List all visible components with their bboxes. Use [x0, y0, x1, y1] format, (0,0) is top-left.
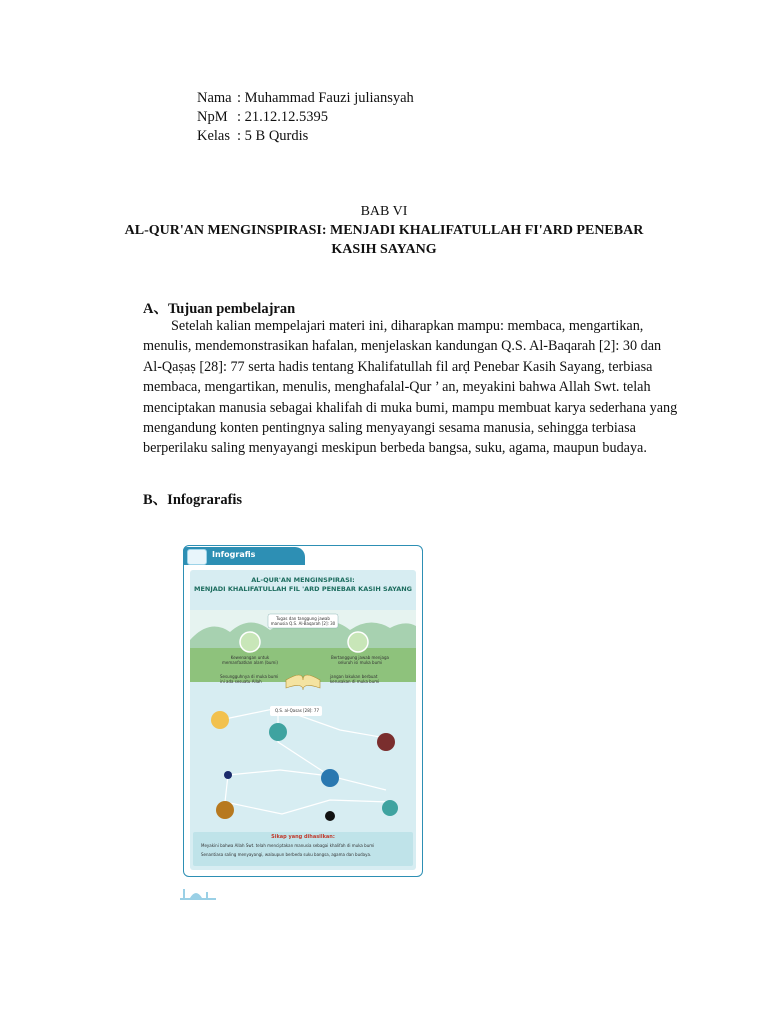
section-a-title: A、Tujuan pembelajran [143, 301, 296, 317]
infographic-panel [190, 570, 416, 870]
infographic-top-note: Tugas dan tanggung jawab manusia Q.S. Al-Baqarah [2]: 30 [270, 616, 336, 626]
sikap-box [193, 832, 413, 866]
identity-row-kelas [197, 127, 308, 145]
paragraph-line: menulis, mendemonstrasikan hafalan, menjelaskan kandungan Q.S. Al-Baqarah [2]: 30 dan [143, 338, 662, 355]
chapter-number: BAB VI [360, 204, 408, 219]
infographic-right-note: Bertanggung jawab menjaga seluruh isi muka bumi [331, 655, 389, 665]
paragraph-line: mengandung konten pentingnya saling menyayangi sesama manusia, sehingga terbiasa [143, 420, 636, 437]
identity-value: : Muhammad Fauzi juliansyah [237, 90, 414, 106]
sikap-item: Meyakini bahwa Allah Swt. telah menciptakan manusia sebagai khalifah di muka bumi [201, 843, 375, 848]
section-a-paragraph [143, 316, 678, 459]
paragraph-text: Setelah kalian mempelajari materi ini, diharapkan mampu: membaca, mengartikan, [171, 318, 644, 334]
identity-label: Kelas [197, 128, 231, 144]
infographic-left-note: Kewenangan untuk memanfaatkan alam (bumi) [221, 655, 278, 665]
identity-row-name [197, 89, 414, 107]
infographic-title-line2: MENJADI KHALIFATULLAH FIL 'ARD PENEBAR KASIH SAYANG [193, 585, 413, 593]
paragraph-line: berperilaku saling menyayangi meskipun berbeda bangsa, suku, agama, maupun budaya. [143, 440, 647, 457]
chapter-title-line2: KASIH SAYANG [331, 242, 437, 257]
paragraph-line [143, 316, 644, 336]
identity-value: : 21.12.12.5395 [237, 109, 329, 125]
infographic-mid-left: Sesungguhnya di muka bumi ini ada sesuatu Allah [220, 674, 279, 684]
identity-label: NpM [197, 109, 228, 125]
identity-value: : 5 B Qurdis [237, 128, 309, 144]
chapter-title-line1: AL-QUR'AN MENGINSPIRASI: MENJADI KHALIFATULLAH FI'ARD PENEBAR [124, 223, 644, 238]
infographic-mid-right: jangan lakukan berbuat kerusakan di muka bumi [330, 674, 380, 684]
chart-icon [187, 549, 207, 565]
infographic-qs-note: Q.S. al-Qasas [28]: 77 [274, 708, 320, 713]
infographic-image [183, 545, 423, 877]
infographic-illustration [190, 570, 416, 832]
sikap-item: Senantiasa saling menyayangi, walaupun berbeda suku bangsa, agama dan budaya. [201, 852, 372, 857]
section-b-title: B、Infograrafis [143, 492, 243, 508]
sikap-title: Sikap yang dihasilkan: [271, 834, 335, 840]
infographic-tab-label: Infografis [212, 550, 256, 559]
paragraph-line: membaca, mengartikan, menulis, menghafalal-Qur ’ an, meyakini bahwa Allah Swt. telah [143, 379, 651, 396]
identity-row-npm [197, 108, 328, 126]
infographic-title-line1: AL-QUR'AN MENGINSPIRASI: [251, 576, 355, 584]
paragraph-line: Al-Qaṣaṣ [28]: 77 serta hadis tentang Khalifatullah fil arḍ Penebar Kasih Sayang, terbiasa [143, 358, 653, 375]
identity-label: Nama [197, 90, 232, 106]
mosque-icon [180, 886, 216, 904]
paragraph-line: menciptakan manusia sebagai khalifah di muka bumi, mampu membuat karya sederhana yang [143, 399, 678, 416]
